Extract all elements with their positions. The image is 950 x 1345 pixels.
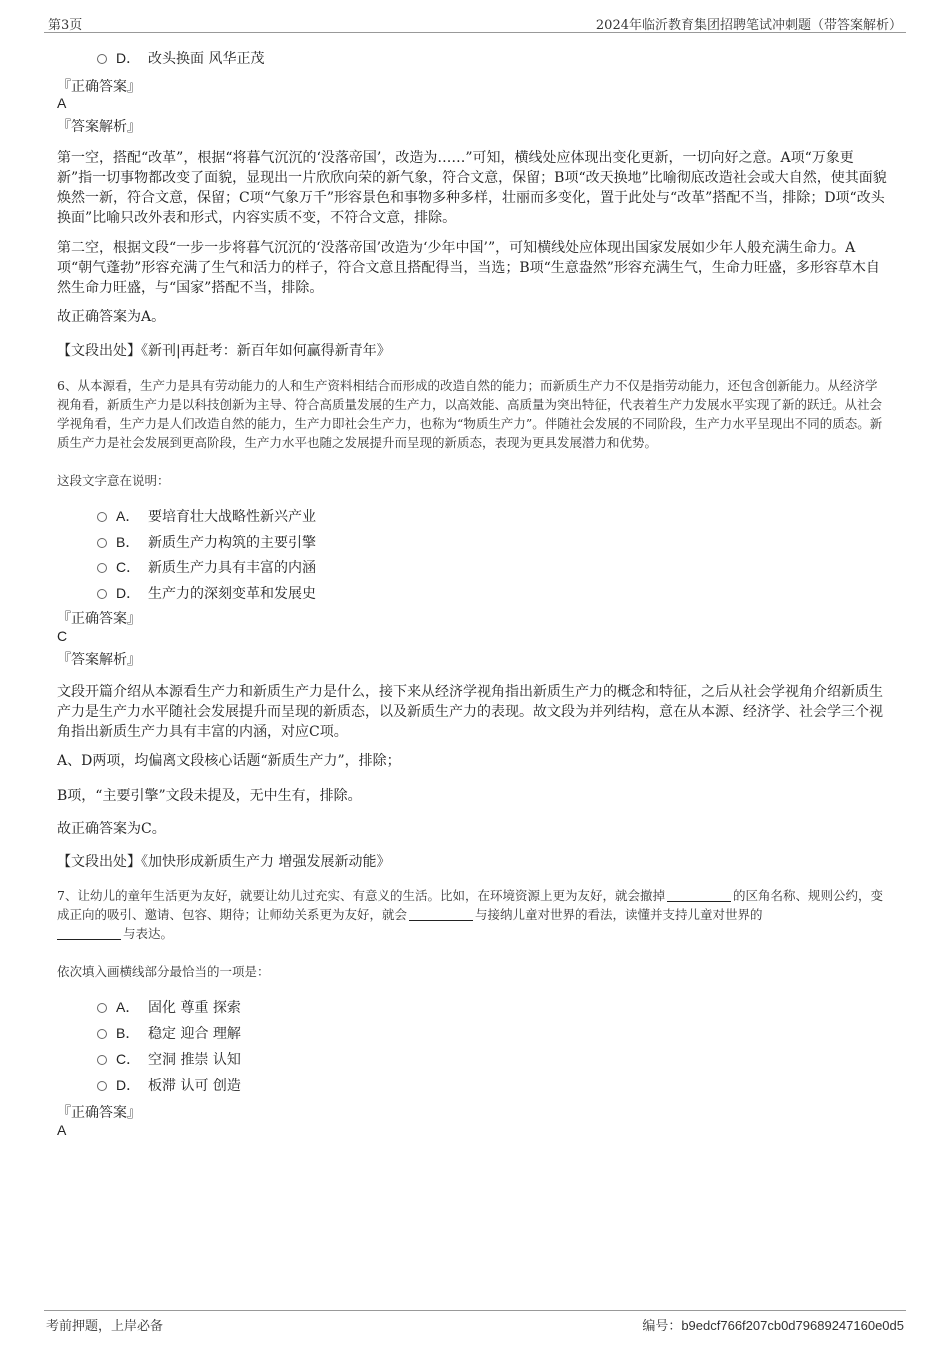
radio-icon[interactable] <box>97 563 107 573</box>
analysis-paragraph: 文段开篇介绍从本源看生产力和新质生产力是什么，接下来从经济学视角指出新质生产力的概念和特征，之后从社会学视角介绍新质生产力是生产力水平随社会发展提升而呈现的新质态，以及新质生产力的表现。故文段为并列结构，意在从本源、经济学、社会学三个视角指出新质生产力具有丰富的内涵，对应C项。 <box>57 684 883 740</box>
answer-label: 『正确答案』 <box>57 611 141 627</box>
q6-option-a[interactable]: A． 要培育壮大战略性新兴产业 <box>97 506 316 526</box>
q7-option-a[interactable]: A． 固化 尊重 探索 <box>97 997 241 1017</box>
fill-blank <box>667 889 731 902</box>
analysis-paragraph: 第一空，搭配“改革”，根据“将暮气沉沉的‘没落帝国’，改造为……”可知，横线处应体现出变化更新，一切向好之意。A项“万象更新”指一切事物都改变了面貌，显现出一片欣欣向荣的新气象，符合文意，保留；B项“改天换地”比喻彻底改造社会或大自然，使其面貌焕然一新，符合文意，保留；C项“气象万千”形容景色和事物多种多样，壮丽而多变化，置于此处与“改革”搭配不当，排除；D项“改头换面”比喻只改外表和形式，内容实质不变，不符合文意，排除。 <box>57 150 887 226</box>
answer-label: 『正确答案』 <box>57 1105 141 1121</box>
radio-icon[interactable] <box>97 538 107 548</box>
fill-blank <box>409 908 473 921</box>
analysis-paragraph: B项，“主要引擎”文段未提及，无中生有，排除。 <box>57 788 362 804</box>
answer-value: C <box>57 628 68 644</box>
conclusion: 故正确答案为C。 <box>57 821 166 837</box>
q6-option-d[interactable]: D． 生产力的深刻变革和发展史 <box>97 583 316 603</box>
answer-value: A <box>57 95 67 111</box>
page-number: 第3页 <box>48 18 83 33</box>
question-stem: 7、让幼儿的童年生活更为友好，就要让幼儿过充实、有意义的生活。比如，在环境资源上更为友好，就会撤掉 的区角名称、规则公约，变成正向的吸引、邀请、包容、期待；让师幼关系更为友好，就会 与接纳儿童对世界的看法，读懂并支持儿童对世界的 与表达。 <box>57 888 883 941</box>
radio-icon[interactable] <box>97 589 107 599</box>
analysis-label: 『答案解析』 <box>57 119 141 135</box>
analysis-paragraph: A、D两项，均偏离文段核心话题“新质生产力”，排除； <box>57 753 401 769</box>
q6-option-c[interactable]: C． 新质生产力具有丰富的内涵 <box>97 557 316 577</box>
q7-option-b[interactable]: B． 稳定 迎合 理解 <box>97 1023 241 1043</box>
q6-option-b[interactable]: B． 新质生产力构筑的主要引擎 <box>97 532 316 552</box>
analysis-paragraph: 第二空，根据文段“一步一步将暮气沉沉的‘没落帝国’改造为‘少年中国’”，可知横线处应体现出国家发展如少年人般充满生命力。A项“朝气蓬勃”形容充满了生气和活力的样子，符合文意且搭配得当，当选；B项“生意盎然”形容充满生气，生命力旺盛，多形容草木自然生命力旺盛，与“国家”搭配不当，排除。 <box>57 240 880 296</box>
q7-option-d[interactable]: D． 板滞 认可 创造 <box>97 1075 241 1095</box>
conclusion: 故正确答案为A。 <box>57 309 166 325</box>
fill-blank <box>57 927 121 940</box>
doc-code: 编号：b9edcf766f207cb0d79689247160e0d5 <box>642 1318 904 1334</box>
radio-icon[interactable] <box>97 1055 107 1065</box>
page-footer <box>44 1310 906 1333</box>
answer-value: A <box>57 1122 67 1138</box>
source: 【文段出处】《加快形成新质生产力 增强发展新动能》 <box>57 854 391 870</box>
source: 【文段出处】《新刊|再赶考：新百年如何赢得新青年》 <box>57 343 391 359</box>
q7-option-c[interactable]: C． 空洞 推崇 认知 <box>97 1049 241 1069</box>
radio-icon[interactable] <box>97 512 107 522</box>
answer-label: 『正确答案』 <box>57 79 141 95</box>
radio-icon[interactable] <box>97 1029 107 1039</box>
question-prompt: 这段文字意在说明： <box>57 473 170 488</box>
analysis-label: 『答案解析』 <box>57 652 141 668</box>
doc-title: 2024年临沂教育集团招聘笔试冲刺题（带答案解析） <box>595 18 902 33</box>
radio-icon[interactable] <box>97 1003 107 1013</box>
question-prompt: 依次填入画横线部分最恰当的一项是： <box>57 964 270 979</box>
page-header <box>44 12 906 33</box>
footer-slogan: 考前押题，上岸必备 <box>46 1319 164 1334</box>
question-stem: 6、从本源看，生产力是具有劳动能力的人和生产资料相结合而形成的改造自然的能力；而新质生产力不仅是指劳动能力，还包含创新能力。从经济学视角看，新质生产力是以科技创新为主导、符合高质量发展的生产力，以高效能、高质量为突出特征，代表着生产力发展水平实现了新的跃迁。从社会学视角看，生产力是人们改造自然的能力，生产力即社会生产力，也称为“物质生产力”。伴随社会发展的不同阶段，生产力水平呈现出不同的质态。新质生产力是社会发展到更高阶段，生产力水平也随之发展提升而呈现的新质态，表现为更具发展潜力和优势。 <box>57 378 883 450</box>
q5-option-d[interactable]: D． 改头换面 风华正茂 <box>97 48 264 68</box>
radio-icon[interactable] <box>97 54 107 64</box>
radio-icon[interactable] <box>97 1081 107 1091</box>
